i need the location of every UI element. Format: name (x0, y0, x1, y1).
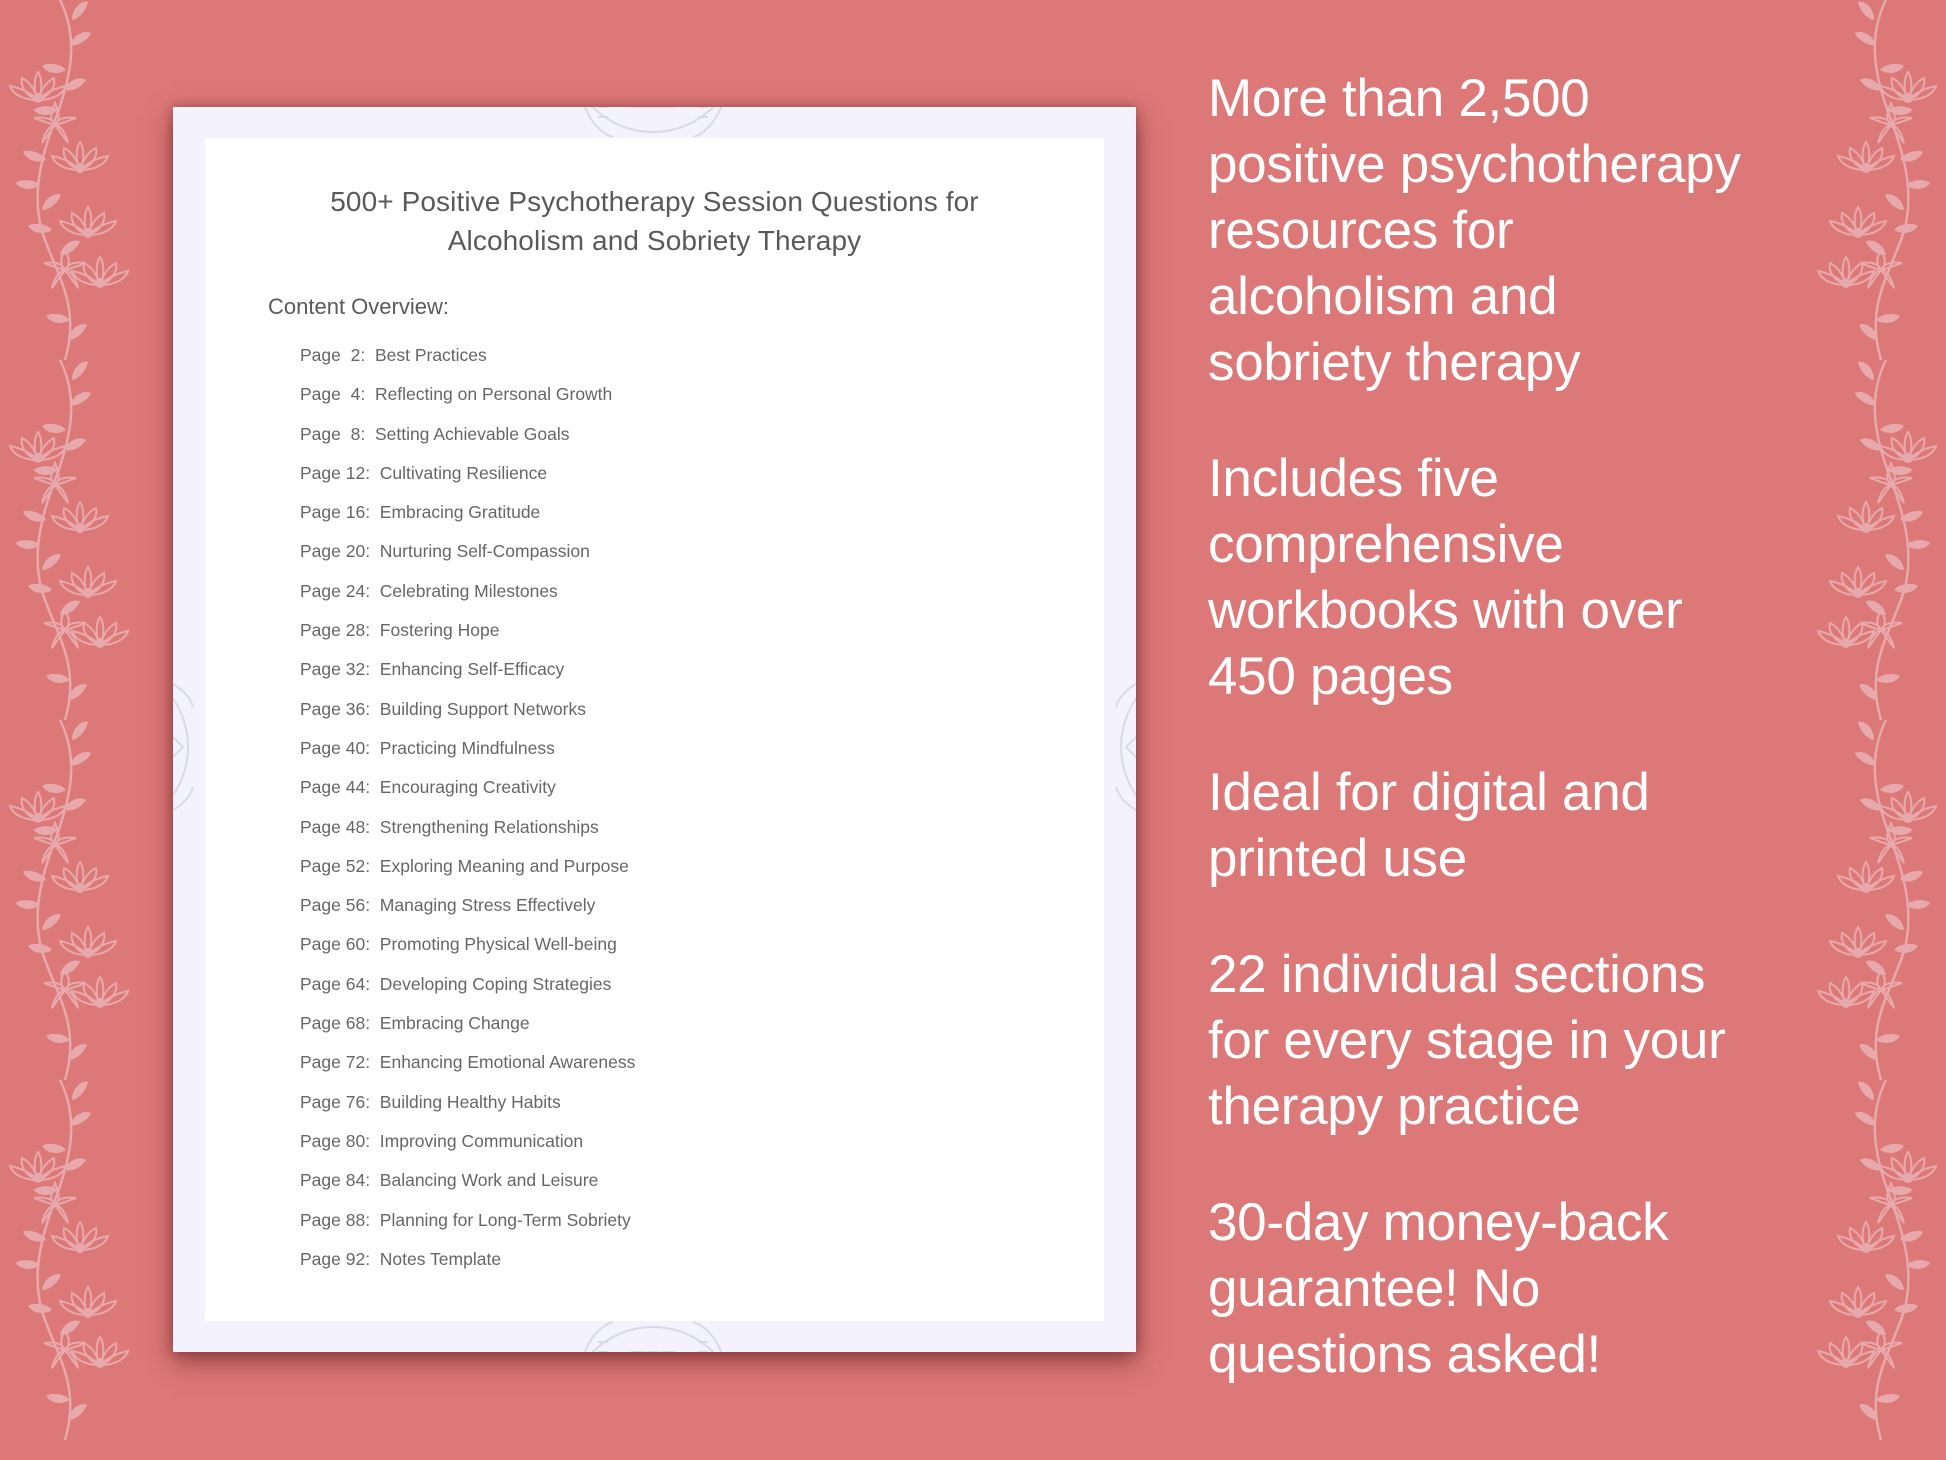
feature-line: sobriety therapy (1208, 333, 1581, 392)
toc-item (300, 658, 635, 697)
floral-vine-icon (0, 0, 130, 1460)
toc-item (300, 855, 635, 894)
feature-line: therapy practice (1208, 1077, 1581, 1136)
toc-page-number: Page 4: (300, 384, 366, 405)
toc-page-number: Page 16: (300, 502, 371, 523)
document-title (205, 182, 1104, 260)
toc-section-title: Reflecting on Personal Growth (374, 384, 613, 405)
toc-page-number: Page 76: (300, 1091, 371, 1112)
toc-section-title: Strengthening Relationships (379, 816, 599, 837)
toc-item (300, 619, 635, 658)
feature-line: 450 pages (1208, 647, 1453, 706)
feature-line: workbooks with over (1208, 581, 1683, 640)
toc-page-number: Page 68: (300, 1013, 371, 1034)
toc-page-number: Page 12: (300, 462, 371, 483)
toc-section-title: Cultivating Resilience (379, 462, 548, 483)
toc-page-number: Page 60: (300, 934, 371, 955)
feature-line: 22 individual sections (1208, 945, 1706, 1004)
toc-item (300, 894, 635, 933)
toc-item (300, 423, 635, 462)
toc-section-title: Enhancing Self-Efficacy (379, 659, 565, 680)
toc-section-title: Enhancing Emotional Awareness (379, 1052, 636, 1073)
page-content (205, 138, 1104, 1321)
toc-section-title: Managing Stress Effectively (379, 895, 596, 916)
toc-item (300, 540, 635, 579)
toc-section-title: Improving Communication (379, 1130, 584, 1151)
feature-line: for every stage in your (1208, 1011, 1726, 1070)
feature-line: guarantee! No (1208, 1259, 1541, 1318)
toc-item (300, 816, 635, 855)
document-page-preview (173, 107, 1136, 1352)
toc-item (300, 462, 635, 501)
feature-line: alcoholism and (1208, 267, 1558, 326)
toc-item (300, 1012, 635, 1051)
toc-section-title: Embracing Change (379, 1013, 530, 1034)
toc-item (300, 344, 635, 383)
toc-item (300, 973, 635, 1012)
feature-list (1208, 66, 1808, 1438)
toc-page-number: Page 40: (300, 737, 371, 758)
toc-page-number: Page 48: (300, 816, 371, 837)
toc-page-number: Page 24: (300, 580, 371, 601)
toc-page-number: Page 84: (300, 1170, 371, 1191)
document-title-line: Alcoholism and Sobriety Therapy (447, 225, 862, 256)
toc-item (300, 737, 635, 776)
toc-page-number: Page 56: (300, 895, 371, 916)
toc-page-number: Page 64: (300, 973, 371, 994)
mandala-icon (1106, 607, 1136, 887)
toc-section-title: Building Support Networks (379, 698, 587, 719)
toc-item (300, 1209, 635, 1248)
toc-item (300, 1130, 635, 1169)
toc-item (300, 1248, 635, 1287)
content-overview-label: Content Overview: (268, 294, 449, 319)
toc-item (300, 1169, 635, 1208)
feature-line: comprehensive (1208, 515, 1564, 574)
feature-item (1208, 446, 1808, 710)
toc-item (300, 1091, 635, 1130)
feature-line: printed use (1208, 829, 1467, 888)
feature-line: Includes five (1208, 449, 1499, 508)
toc-page-number: Page 8: (300, 423, 366, 444)
toc-page-number: Page 28: (300, 620, 371, 641)
toc-section-title: Balancing Work and Leisure (379, 1170, 599, 1191)
toc-section-title: Celebrating Milestones (379, 580, 558, 601)
toc-section-title: Best Practices (374, 345, 487, 365)
feature-item (1208, 66, 1808, 396)
feature-item (1208, 942, 1808, 1140)
toc-item (300, 933, 635, 972)
feature-line: 30-day money-back (1208, 1193, 1669, 1252)
feature-line: resources for (1208, 201, 1514, 260)
feature-item (1208, 760, 1808, 892)
toc-section-title: Planning for Long-Term Sobriety (379, 1209, 631, 1230)
toc-section-title: Embracing Gratitude (379, 502, 541, 523)
feature-item (1208, 1190, 1808, 1388)
toc-page-number: Page 44: (300, 777, 371, 798)
feature-line: positive psychotherapy (1208, 135, 1741, 194)
toc-section-title: Setting Achievable Goals (374, 423, 570, 444)
toc-page-number: Page 72: (300, 1052, 371, 1073)
toc-page-number: Page 92: (300, 1248, 371, 1269)
toc-section-title: Practicing Mindfulness (379, 737, 555, 758)
toc-section-title: Promoting Physical Well-being (379, 934, 617, 955)
toc-item (300, 776, 635, 815)
toc-item (300, 1051, 635, 1090)
toc-page-number: Page 88: (300, 1209, 371, 1230)
toc-section-title: Notes Template (379, 1248, 502, 1269)
toc-section-title: Encouraging Creativity (379, 777, 556, 798)
toc-section-title: Nurturing Self-Compassion (379, 541, 590, 562)
toc-page-number: Page 2: (300, 345, 366, 365)
feature-line: questions asked! (1208, 1325, 1601, 1384)
toc-page-number: Page 36: (300, 698, 371, 719)
table-of-contents (300, 344, 635, 1287)
toc-page-number: Page 52: (300, 855, 371, 876)
document-title-line: 500+ Positive Psychotherapy Session Questions for (330, 186, 979, 217)
toc-section-title: Exploring Meaning and Purpose (379, 855, 629, 876)
feature-line: Ideal for digital and (1208, 763, 1650, 822)
toc-item (300, 501, 635, 540)
toc-item (300, 698, 635, 737)
toc-page-number: Page 20: (300, 541, 371, 562)
toc-section-title: Building Healthy Habits (379, 1091, 561, 1112)
toc-item (300, 580, 635, 619)
mandala-icon (173, 607, 203, 887)
floral-vine-icon (1816, 0, 1946, 1460)
toc-section-title: Developing Coping Strategies (379, 973, 612, 994)
toc-item (300, 383, 635, 422)
toc-page-number: Page 80: (300, 1130, 371, 1151)
toc-page-number: Page 32: (300, 659, 371, 680)
feature-line: More than 2,500 (1208, 69, 1590, 128)
toc-section-title: Fostering Hope (379, 620, 500, 641)
